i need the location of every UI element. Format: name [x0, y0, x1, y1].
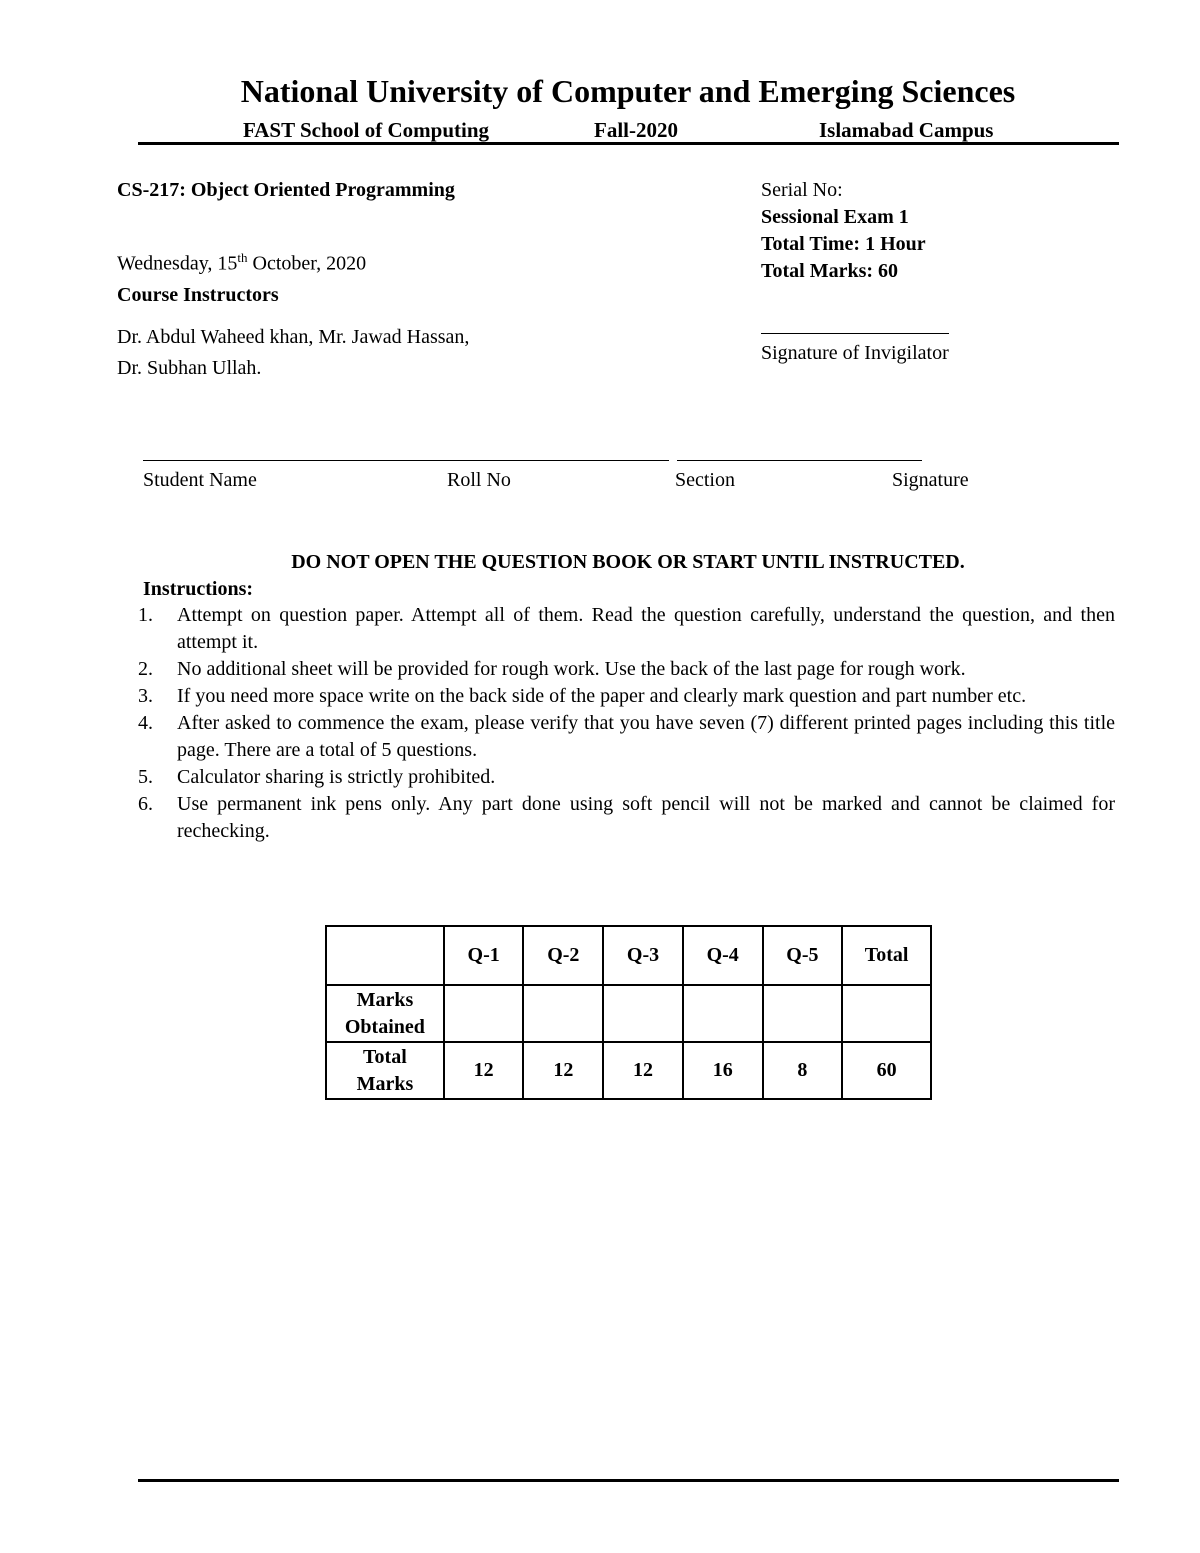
- serial-no-label: Serial No:: [761, 179, 843, 201]
- table-header-row: [326, 926, 931, 985]
- total-marks: Total Marks: 60: [761, 260, 899, 282]
- total-marks-cell: 16: [683, 1042, 763, 1099]
- semester: Fall-2020: [594, 118, 678, 142]
- marks-obtained-cell[interactable]: [523, 985, 603, 1042]
- marks-obtained-cell[interactable]: [842, 985, 931, 1042]
- marks-obtained-cell[interactable]: [603, 985, 683, 1042]
- school-name: FAST School of Computing: [243, 118, 490, 142]
- instruction-item: 5. Calculator sharing is strictly prohibited.: [138, 766, 496, 788]
- instruction-item: 6. Use permanent ink pens only. Any part done using soft pencil will not be marked and cannot be claimed for rechecking.: [138, 793, 1115, 842]
- instructors-line-1: Dr. Abdul Waheed khan, Mr. Jawad Hassan,: [117, 326, 470, 348]
- section-signature-line: [677, 460, 922, 461]
- signature-label: Signature: [892, 469, 969, 491]
- total-marks-cell: 12: [444, 1042, 524, 1099]
- instructions-heading: Instructions:: [143, 578, 254, 600]
- instructors-heading: Course Instructors: [117, 284, 279, 306]
- course-title: CS-217: Object Oriented Programming: [117, 179, 455, 201]
- instruction-item: 2. No additional sheet will be provided for rough work. Use the back of the last page for rough work.: [138, 658, 966, 680]
- instructions-list: [138, 602, 1115, 845]
- instruction-item: 1. Attempt on question paper. Attempt all of them. Read the question carefully, understand the question, and then attempt it.: [138, 604, 1115, 653]
- roll-no-label: Roll No: [447, 469, 511, 491]
- table-corner-cell: [326, 926, 444, 985]
- instructors-line-2: Dr. Subhan Ullah.: [117, 357, 262, 379]
- table-header-cell: Q-1: [444, 926, 524, 985]
- section-label: Section: [675, 469, 735, 491]
- invigilator-signature-label: Signature of Invigilator: [761, 342, 949, 364]
- footer-rule: [138, 1479, 1119, 1482]
- marks-obtained-row: [326, 985, 931, 1042]
- marks-table: [325, 925, 932, 1100]
- marks-obtained-cell[interactable]: [763, 985, 843, 1042]
- total-marks-label: Total Marks: [326, 1042, 444, 1099]
- table-header-cell: Total: [842, 926, 931, 985]
- total-marks-row: [326, 1042, 931, 1099]
- university-name: National University of Computer and Emerging Sciences: [240, 73, 1016, 109]
- total-time: Total Time: 1 Hour: [761, 233, 926, 255]
- marks-obtained-cell[interactable]: [444, 985, 524, 1042]
- total-marks-cell: 8: [763, 1042, 843, 1099]
- total-marks-cell: 60: [842, 1042, 931, 1099]
- exam-date: Wednesday, 15th October, 2020: [117, 250, 367, 275]
- marks-obtained-label: Marks Obtained: [326, 985, 444, 1042]
- total-marks-cell: 12: [523, 1042, 603, 1099]
- table-header-cell: Q-5: [763, 926, 843, 985]
- table-header-cell: Q-4: [683, 926, 763, 985]
- instruction-item: 3. If you need more space write on the back side of the paper and clearly mark question and part number etc.: [138, 685, 1027, 707]
- warning-notice: DO NOT OPEN THE QUESTION BOOK OR START UNTIL INSTRUCTED.: [291, 551, 965, 573]
- student-name-roll-line: [143, 460, 669, 461]
- marks-obtained-cell[interactable]: [683, 985, 763, 1042]
- campus-name: Islamabad Campus: [819, 118, 994, 142]
- student-name-label: Student Name: [143, 469, 257, 491]
- exam-name: Sessional Exam 1: [761, 206, 909, 228]
- total-marks-cell: 12: [603, 1042, 683, 1099]
- table-header-cell: Q-2: [523, 926, 603, 985]
- header-rule: [138, 142, 1119, 145]
- table-header-cell: Q-3: [603, 926, 683, 985]
- invigilator-signature-line: [761, 333, 949, 334]
- instruction-item: 4. After asked to commence the exam, please verify that you have seven (7) different printed pages including this title page. There are a total of 5 questions.: [138, 712, 1115, 761]
